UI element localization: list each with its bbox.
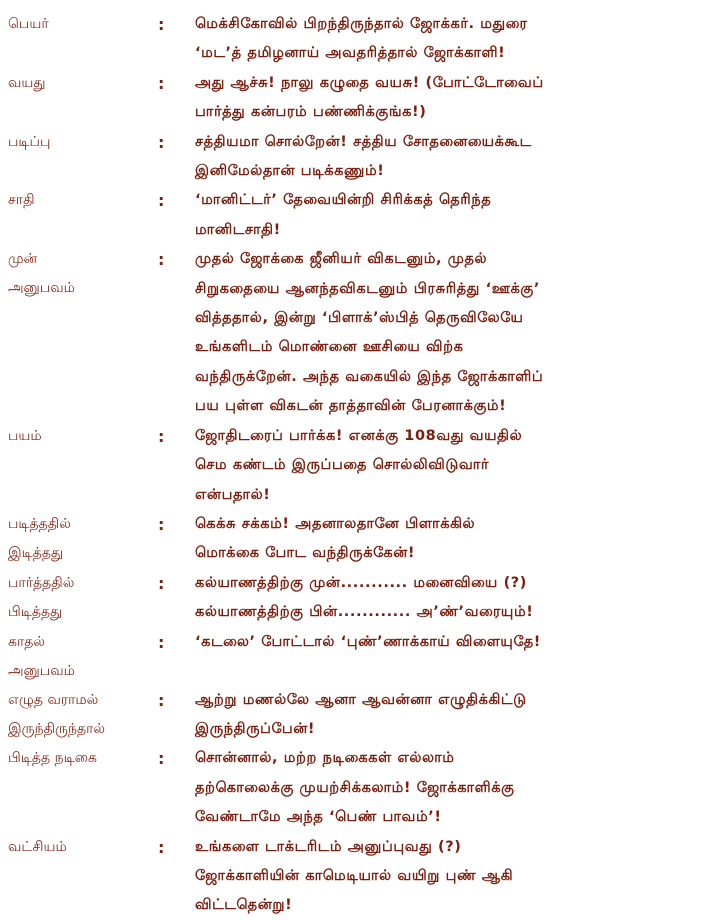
entry-value: முதல் ஜோக்கை ஜீனியர் விகடனும், முதல் சிறுகதையை ஆனந்தவிகடனும் பிரசுரித்து ‘ஊக்கு’ வித்ததால், இன்று ‘பிளாக்’ஸ்பித் தெருவிலேயே உங்களிடம் மொண்னை ஊசியை விற்க வந்திருக்றேன். அந்த வகையில் இந்த ஜோக்காளிப் பய புள்ள விகடன் தாத்தாவின் பேரனாக்கும்! (195, 251, 544, 415)
entry-value: கெக்சு சக்கம்! அதனாலதானே பிளாக்கில் மொக்கை போட வந்திருக்கேன்! (195, 515, 476, 562)
entry-row-seen-liked (0, 569, 720, 628)
entry-label: பயம் (8, 427, 42, 444)
entry-value: சத்தியமா சொல்றேன்! சத்திய சோதனையைக்கூட இனிமேல்தான் படிக்கணும்! (195, 133, 532, 180)
entry-row-love (0, 628, 720, 686)
entry-colon: : (158, 191, 165, 211)
entry-label: வட்சியம் (8, 838, 67, 855)
entry-value: உங்களை டாக்டரிடம் அனுப்புவது (?) ஜோக்காளியின் காமெடியால் வயிறு புண் ஆகி விட்டதென்று! (195, 838, 514, 914)
entry-colon: : (158, 573, 165, 593)
entry-label: படிப்பு (8, 133, 51, 150)
entry-row-caste (0, 186, 720, 245)
entry-row-education (0, 128, 720, 187)
entry-colon: : (158, 514, 165, 534)
entry-value: ‘கடலை’ போட்டால் ‘புண்’ணாக்காய் விளையுதே! (195, 633, 542, 650)
entry-colon: : (158, 132, 165, 152)
entry-colon: : (158, 690, 165, 710)
entry-label: பெயர் (8, 16, 49, 32)
entry-value: அது ஆச்சு! நாலு கழுதை வயசு! (போட்டோவைப் பார்த்து கன்பரம் பண்ணிக்குங்க!) (195, 74, 544, 121)
entry-colon: : (158, 426, 165, 446)
entry-row-actress (0, 744, 720, 832)
entry-row-if-not-writing (0, 686, 720, 745)
entry-row-experience (0, 245, 720, 421)
entry-label: பார்த்ததில் பிடித்தது (8, 574, 75, 620)
entry-label: பிடித்த நடிகை (8, 750, 97, 767)
entry-colon: : (158, 250, 165, 270)
entry-value: ஜோதிடரைப் பார்க்க! எனக்கு 108வது வயதில் செம கண்டம் இருப்பதை சொல்லிவிடுவார் என்பதால்! (195, 427, 523, 503)
entry-label: முன் அனுபவம் (8, 251, 75, 297)
entry-label: படித்ததில் இடித்தது (8, 515, 71, 561)
entry-colon: : (158, 632, 165, 652)
entry-colon: : (158, 15, 165, 34)
entry-label: வயது (8, 74, 46, 91)
entry-label: எழுத வராமல் இருந்திருந்தால் (8, 691, 106, 737)
entry-value: கல்யாணத்திற்கு முன்........... மனைவியை (?) கல்யாணத்திற்கு பின்............ அ’ண்’வரையும்! (195, 574, 534, 621)
entry-value: சொன்னால், மற்ற நடிகைகள் எல்லாம் தற்கொலைக்கு முயற்சிக்கலாம்! ஜோக்காளிக்கு வேண்டாமே அந்த ‘பெண் பாவம்’! (195, 750, 515, 826)
entry-value: ஆற்று மணல்லே ஆனா ஆவன்னா எழுதிக்கிட்டு இருந்திருப்பேன்! (195, 691, 527, 737)
entry-value: ‘மானிட்டர்’ தேவையின்றி சிரிக்கத் தெரிந்த மானிடசாதி! (195, 192, 492, 238)
entry-colon: : (158, 73, 165, 93)
entry-label: சாதி (8, 192, 35, 209)
profile-sheet (0, 10, 720, 921)
entry-label: காதல் அனுபவம் (8, 633, 75, 679)
entry-row-read-hit (0, 510, 720, 569)
entry-row-name (0, 10, 720, 69)
entry-colon: : (158, 837, 165, 857)
entry-row-goal (0, 833, 720, 921)
entry-value: மெக்சிகோவில் பிறந்திருந்தால் ஜோக்கர். மதுரை ‘மட’த் தமிழனாய் அவதரித்தால் ஜோக்காளி! (195, 16, 528, 62)
entry-colon: : (158, 749, 165, 769)
entry-row-age (0, 69, 720, 128)
entry-row-fear (0, 422, 720, 510)
